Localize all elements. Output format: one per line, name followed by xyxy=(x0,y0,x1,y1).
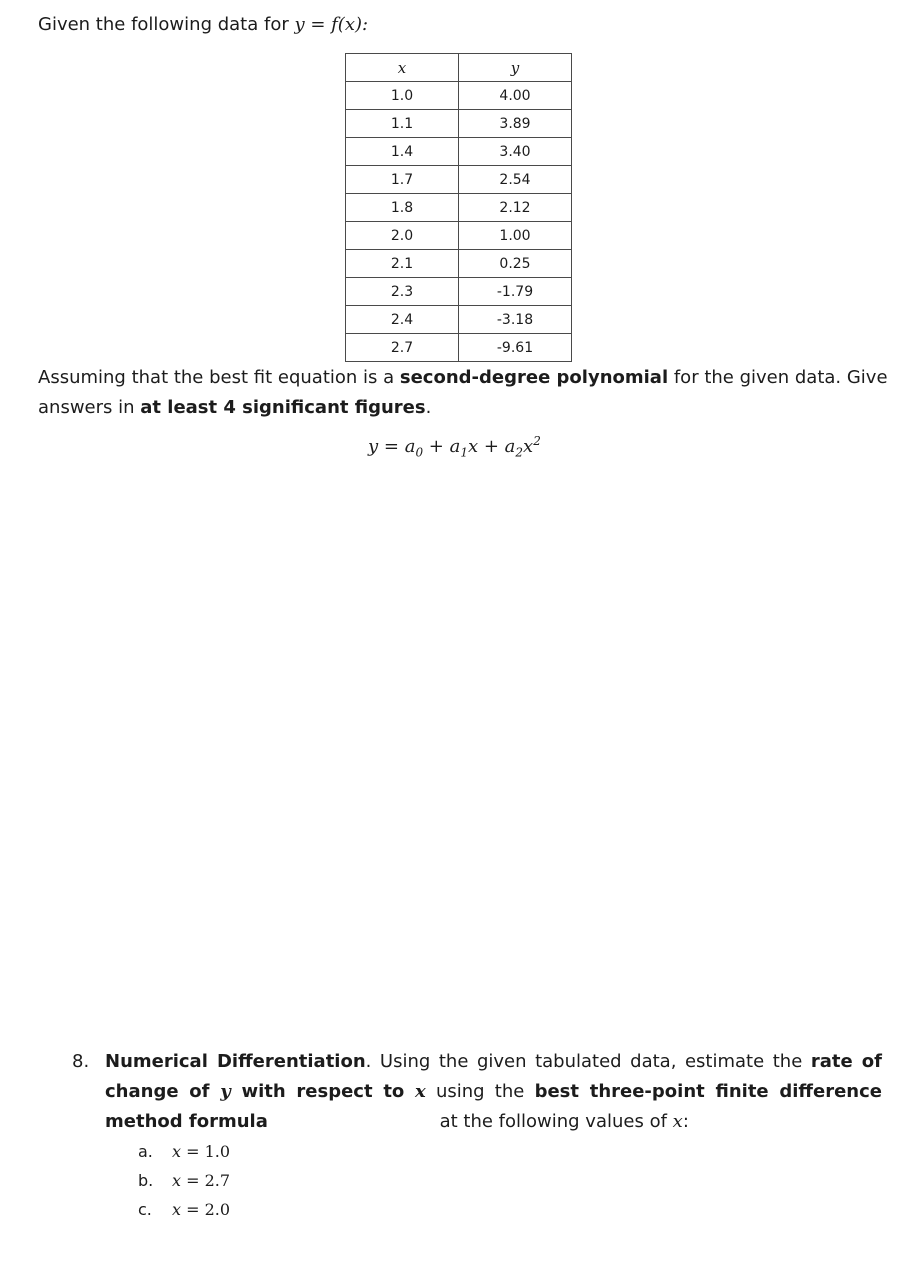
cell-x: 1.7 xyxy=(346,166,459,194)
question-body xyxy=(105,1047,882,1137)
question-bold-2: with respect to xyxy=(230,1081,416,1102)
eq-y: y xyxy=(368,436,379,457)
sub-item-letter: a. xyxy=(138,1142,153,1161)
cell-x: 1.1 xyxy=(346,110,459,138)
sub-item-list xyxy=(138,1137,230,1224)
table-row xyxy=(346,222,572,250)
question-text-4: : xyxy=(682,1111,689,1132)
cell-y: 2.54 xyxy=(459,166,572,194)
cell-y: -1.79 xyxy=(459,278,572,306)
intro-prefix: Given the following data for xyxy=(38,14,295,35)
intro-text xyxy=(38,12,368,38)
question-title: Numerical Differentiation xyxy=(105,1051,366,1072)
eq-sup2: 2 xyxy=(533,434,541,448)
eq-sub1: 1 xyxy=(460,445,468,460)
table-header-row xyxy=(346,54,572,82)
question-bold-1: rate of change of xyxy=(105,1051,882,1102)
sub-item-value: = 2.7 xyxy=(181,1171,231,1190)
para-bold-2: at least 4 significant figures xyxy=(140,397,426,418)
cell-x: 2.0 xyxy=(346,222,459,250)
cell-y: 1.00 xyxy=(459,222,572,250)
table-row xyxy=(346,306,572,334)
question-text-1: . Using the given tabulated data, estimate the xyxy=(365,1051,811,1072)
cell-x: 1.8 xyxy=(346,194,459,222)
sub-item-value: = 2.0 xyxy=(181,1200,231,1219)
para-bold-1: second-degree polynomial xyxy=(399,367,669,388)
sub-item-var: x xyxy=(172,1200,182,1219)
sub-item-var: x xyxy=(172,1171,182,1190)
cell-x: 2.4 xyxy=(346,306,459,334)
cell-x: 1.0 xyxy=(346,82,459,110)
cell-y: 2.12 xyxy=(459,194,572,222)
question-var-y: y xyxy=(220,1081,231,1102)
question-text-3: at the following values of xyxy=(433,1111,673,1132)
eq-a2: a xyxy=(504,436,516,457)
question-number: 8. xyxy=(72,1051,90,1072)
eq-equals: = xyxy=(378,436,405,457)
cell-x: 2.3 xyxy=(346,278,459,306)
para-text-2: for the given data. Give answers in xyxy=(38,367,888,418)
sub-item-a xyxy=(138,1137,230,1166)
table-row xyxy=(346,110,572,138)
eq-plus2: + xyxy=(478,436,505,457)
eq-sub0: 0 xyxy=(415,445,424,460)
sub-item-value: = 1.0 xyxy=(181,1142,231,1161)
eq-sub2: 2 xyxy=(515,445,524,460)
sub-item-c xyxy=(138,1195,230,1224)
sub-item-b xyxy=(138,1166,230,1195)
eq-x2: x xyxy=(523,436,534,457)
sub-item-letter: c. xyxy=(138,1200,152,1219)
sub-item-letter: b. xyxy=(138,1171,154,1190)
eq-plus1: + xyxy=(423,436,450,457)
cell-y: 3.40 xyxy=(459,138,572,166)
cell-x: 1.4 xyxy=(346,138,459,166)
cell-x: 2.7 xyxy=(346,334,459,362)
para-text-1: Assuming that the best fit equation is a xyxy=(38,367,400,388)
cell-y: -3.18 xyxy=(459,306,572,334)
column-header-y: y xyxy=(459,54,572,82)
table-row xyxy=(346,82,572,110)
data-table xyxy=(345,53,572,362)
cell-y: 4.00 xyxy=(459,82,572,110)
eq-a0: a xyxy=(404,436,416,457)
question-bold-3: best three-point finite difference method formula xyxy=(105,1081,882,1132)
cell-y: -9.61 xyxy=(459,334,572,362)
eq-a1: a xyxy=(449,436,461,457)
table-row xyxy=(346,334,572,362)
column-header-x: x xyxy=(346,54,459,82)
table-row xyxy=(346,166,572,194)
table-row xyxy=(346,278,572,306)
sub-item-var: x xyxy=(172,1142,182,1161)
table-row xyxy=(346,194,572,222)
polynomial-equation xyxy=(368,434,541,460)
table-row xyxy=(346,250,572,278)
cell-y: 0.25 xyxy=(459,250,572,278)
eq-x1: x xyxy=(467,436,479,457)
question-8 xyxy=(72,1047,882,1137)
instruction-paragraph xyxy=(38,363,898,423)
function-notation: y = f(x): xyxy=(294,14,369,35)
cell-y: 3.89 xyxy=(459,110,572,138)
question-text-2: using the xyxy=(425,1081,535,1102)
question-var-x: x xyxy=(415,1081,426,1102)
table-row xyxy=(346,138,572,166)
question-var-x2: x xyxy=(672,1111,683,1132)
cell-x: 2.1 xyxy=(346,250,459,278)
para-text-3: . xyxy=(425,397,432,418)
